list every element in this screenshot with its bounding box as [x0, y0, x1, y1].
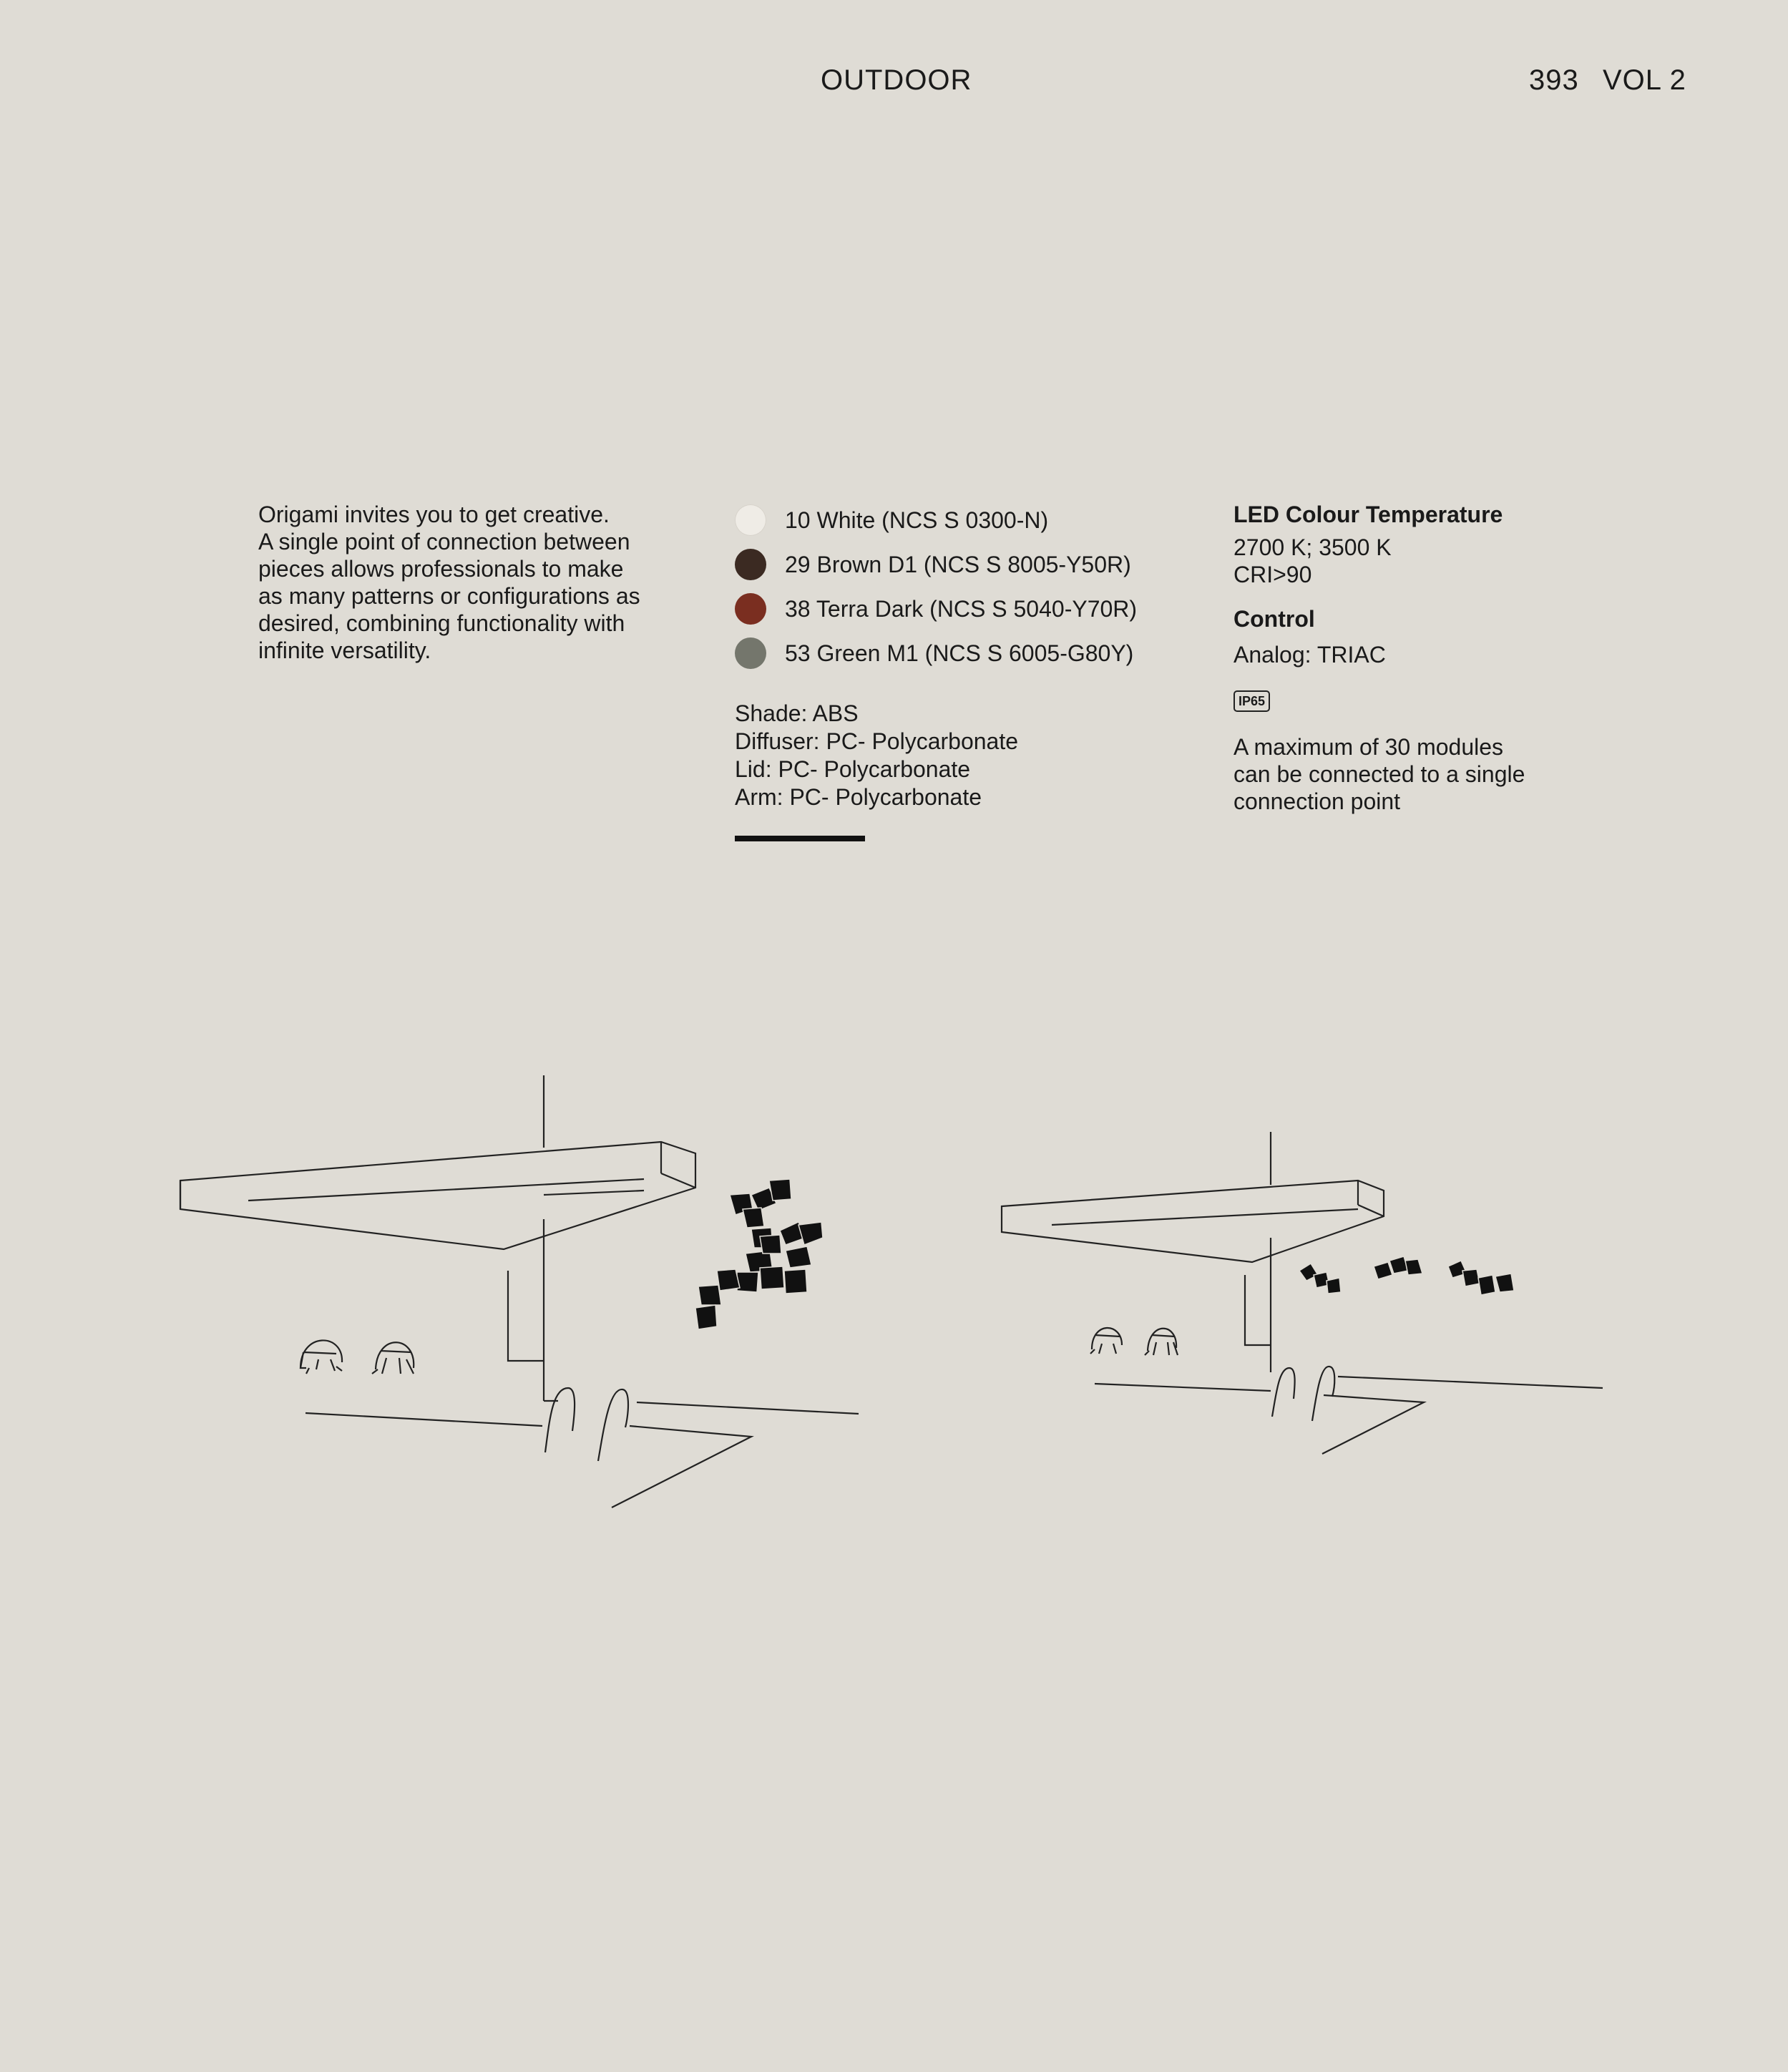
note-line: can be connected to a single: [1233, 761, 1525, 787]
intro-line: pieces allows professionals to make: [258, 556, 624, 582]
led-value: 2700 K; 3500 K: [1233, 534, 1392, 560]
finish-label: 29 Brown D1 (NCS S 8005-Y50R): [785, 551, 1131, 577]
origami-modules-cluster: [695, 1179, 823, 1329]
page-number: 393: [1529, 64, 1579, 96]
material-item: Shade: ABS: [735, 700, 859, 726]
origami-modules-linear: [1299, 1256, 1514, 1295]
material-item: Arm: PC- Polycarbonate: [735, 784, 982, 810]
intro-line: desired, combining functionality with: [258, 610, 625, 636]
intro-line: A single point of connection between: [258, 529, 630, 554]
ip-rating-badge: IP65: [1233, 690, 1270, 712]
note-line: A maximum of 30 modules: [1233, 734, 1504, 760]
finish-label: 10 White (NCS S 0300-N): [785, 507, 1049, 533]
material-item: Diffuser: PC- Polycarbonate: [735, 728, 1019, 754]
led-value: CRI>90: [1233, 562, 1312, 587]
outdoor-scene-linear-icon: [1002, 1132, 1603, 1454]
section-title: OUTDOOR: [821, 64, 972, 96]
finish-label: 38 Terra Dark (NCS S 5040-Y70R): [785, 595, 1138, 622]
control-value: Analog: TRIAC: [1233, 642, 1386, 668]
intro-line: infinite versatility.: [258, 637, 431, 663]
volume-label: VOL 2: [1603, 64, 1686, 96]
control-heading: Control: [1233, 606, 1315, 632]
material-item: Lid: PC- Polycarbonate: [735, 756, 971, 782]
intro-line: as many patterns or configurations as: [258, 583, 640, 609]
finish-label: 53 Green M1 (NCS S 6005-G80Y): [785, 640, 1134, 666]
led-heading: LED Colour Temperature: [1233, 502, 1503, 527]
note-line: connection point: [1233, 788, 1401, 814]
intro-line: Origami invites you to get creative.: [258, 502, 610, 527]
